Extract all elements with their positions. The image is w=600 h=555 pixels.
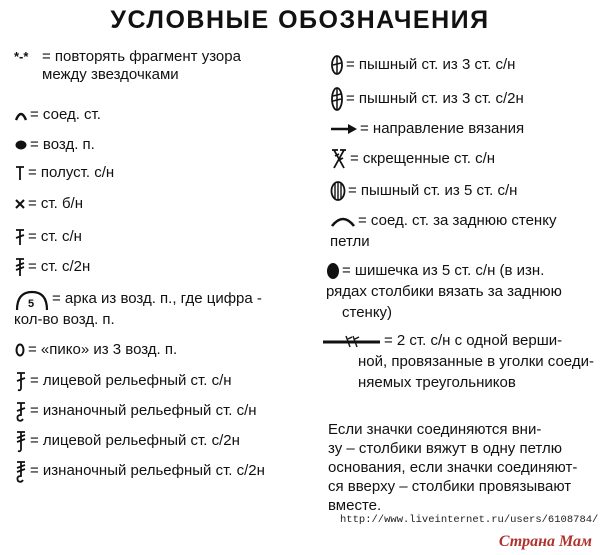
- note-line: Если значки соединяются вни-: [328, 421, 542, 438]
- legend-text: ной, провязанные в уголки соеди-: [358, 353, 594, 370]
- legend-text: = соед. ст. за заднюю стенку: [358, 212, 557, 229]
- legend-item-direction: [330, 120, 524, 138]
- legend-item-bobble: [326, 262, 562, 322]
- legend-text: = ст. б/н: [28, 195, 84, 212]
- two-dc-one-top-icon: [322, 332, 382, 350]
- legend-item-puff-3-dc: [330, 54, 515, 76]
- double-crochet-icon: [14, 227, 26, 247]
- legend-item-picot: [14, 341, 177, 359]
- legend-item-puff-3-tr: [330, 86, 524, 112]
- legend-text: = лицевой рельефный ст. с/2н: [30, 432, 240, 449]
- joining-note: [328, 420, 590, 515]
- legend-text: = соед. ст.: [30, 106, 101, 123]
- legend-text: = пышный ст. из 5 ст. с/н: [348, 182, 518, 199]
- legend-text: = возд. п.: [30, 136, 95, 153]
- legend-item-puff-5-dc: [330, 180, 517, 202]
- legend-item-back-post-dc: [14, 400, 257, 422]
- picot-icon: [14, 342, 26, 358]
- crossed-stitches-icon: [330, 148, 348, 170]
- legend-text: = 2 ст. с/н с одной верши-: [384, 332, 563, 349]
- legend-text: между звездочками: [42, 66, 179, 83]
- legend-text: = направление вязания: [360, 120, 525, 137]
- page-title: УСЛОВНЫЕ ОБОЗНАЧЕНИЯ: [110, 6, 490, 34]
- legend-item-chain-arch: [14, 290, 262, 329]
- legend-text: = арка из возд. п., где цифра -: [52, 290, 262, 307]
- single-crochet-icon: [14, 197, 26, 211]
- legend-text: = изнаночный рельефный ст. с/2н: [30, 462, 265, 479]
- back-post-tr-icon: [14, 459, 28, 483]
- watermark-url: http://www.liveinternet.ru/users/6108784/: [340, 514, 599, 526]
- legend-item-single: [14, 195, 83, 213]
- legend-text: = скрещенные ст. с/н: [350, 150, 496, 167]
- note-line: вместе.: [328, 497, 382, 514]
- half-double-crochet-icon: [14, 164, 26, 182]
- legend-item-back-loop-slip: [330, 212, 556, 251]
- legend-text: = ст. с/н: [28, 228, 82, 245]
- legend-item-crossed: [330, 148, 495, 170]
- back-post-dc-icon: [14, 400, 28, 422]
- chain-arch-icon: [14, 290, 50, 312]
- legend-item-treble: [14, 256, 90, 278]
- chain-stitch-icon: [14, 138, 28, 152]
- legend-text: кол-во возд. п.: [14, 311, 115, 328]
- legend-text: = «пико» из 3 возд. п.: [28, 341, 178, 358]
- note-line: основания, если значки соединяют-: [328, 459, 578, 476]
- puff-5-dc-icon: [330, 180, 346, 202]
- front-post-tr-icon: [14, 429, 28, 453]
- treble-crochet-icon: [14, 256, 26, 278]
- note-line: зу – столбики вяжут в одну петлю: [328, 440, 562, 457]
- legend-text: = изнаночный рельефный ст. с/н: [30, 402, 257, 419]
- legend-text: = лицевой рельефный ст. с/н: [30, 372, 232, 389]
- puff-3-dc-icon: [330, 54, 344, 76]
- legend-item-slip-stitch: [14, 106, 101, 124]
- legend-item-back-post-tr: [14, 459, 265, 483]
- legend-item-chain: [14, 136, 95, 154]
- arch-count-label: 5: [28, 298, 35, 310]
- legend-text: петли: [330, 233, 370, 250]
- legend-text: = пышный ст. из 3 ст. с/2н: [346, 90, 524, 107]
- watermark-brand: Страна Мам: [498, 533, 592, 550]
- note-line: ся вверху – столбики провязывают: [328, 478, 572, 495]
- legend-text: = ст. с/2н: [28, 258, 91, 275]
- legend-text: стенку): [342, 304, 393, 321]
- legend-item-asterisks: [14, 48, 241, 84]
- asterisks-icon: *-*: [14, 49, 29, 64]
- back-loop-slip-stitch-icon: [330, 212, 356, 230]
- legend-item-half-double: [14, 164, 114, 182]
- legend-item-double: [14, 227, 82, 247]
- legend-item-front-post-tr: [14, 429, 240, 453]
- legend-item-two-dc-one-top: [322, 332, 594, 392]
- legend-item-front-post-dc: [14, 370, 232, 392]
- legend-text: = шишечка из 5 ст. с/н (в изн.: [342, 262, 545, 279]
- bobble-icon: [326, 262, 340, 280]
- slip-stitch-icon: [14, 108, 28, 122]
- legend-text: рядах столбики вязать за заднюю: [326, 283, 562, 300]
- puff-3-tr-icon: [330, 86, 344, 112]
- front-post-dc-icon: [14, 370, 28, 392]
- legend-text: = пышный ст. из 3 ст. с/н: [346, 56, 516, 73]
- direction-arrow-icon: [330, 123, 358, 135]
- legend-text: няемых треугольников: [358, 374, 516, 391]
- legend-text: = полуст. с/н: [28, 164, 115, 181]
- legend-text: = повторять фрагмент узора: [42, 48, 241, 65]
